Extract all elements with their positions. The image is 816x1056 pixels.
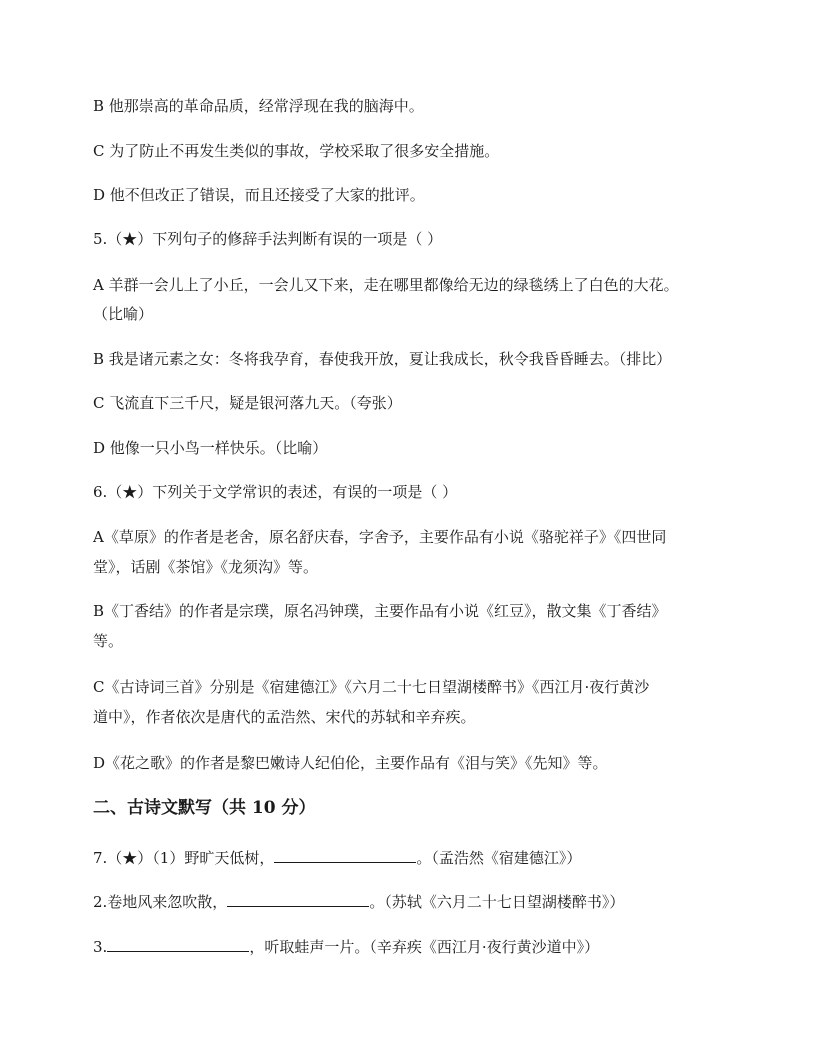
q7-item3-prefix: 3.	[93, 938, 108, 956]
q5-option-b: B 我是诸元素之女：冬将我孕育，春使我开放，夏让我成长，秋令我昏昏睡去。（排比）	[93, 350, 672, 368]
q7-item3-suffix: ，听取蛙声一片。（辛弃疾《西江月·夜行黄沙道中》）	[249, 938, 600, 956]
section-heading: 二、古诗文默写（共 10 分）	[93, 798, 316, 818]
q7-item3-answer-blank[interactable]	[107, 936, 249, 952]
q7-item1-prefix: 7.（★）（1）野旷天低树，	[93, 849, 275, 867]
q5-option-c: C 飞流直下三千尺，疑是银河落九天。（夸张）	[93, 394, 402, 412]
q7-item1-answer-blank[interactable]	[274, 847, 416, 863]
q4-option-c: C 为了防止不再发生类似的事故，学校采取了很多安全措施。	[93, 142, 500, 160]
q6-option-a-line1: A《草原》的作者是老舍，原名舒庆春，字舍予，主要作品有小说《骆驼祥子》《四世同	[93, 528, 667, 546]
q7-item2-prefix: 2.卷地风来忽吹散，	[93, 893, 228, 911]
q7-item1	[93, 847, 581, 868]
q7-item3	[93, 936, 599, 957]
q6-option-b-line2: 等。	[93, 632, 124, 650]
q6-stem: 6.（★）下列关于文学常识的表述，有误的一项是（ ）	[93, 483, 458, 501]
q5-stem: 5.（★）下列句子的修辞手法判断有误的一项是（ ）	[93, 230, 443, 248]
q6-option-a-line2: 堂》，话剧《茶馆》《龙须沟》等。	[93, 558, 319, 576]
q4-option-d: D 他不但改正了错误，而且还接受了大家的批评。	[93, 186, 425, 204]
q6-option-d: D《花之歌》的作者是黎巴嫩诗人纪伯伦，主要作品有《泪与笑》《先知》等。	[93, 754, 608, 772]
q7-item2	[93, 891, 624, 912]
q7-item1-suffix: 。（孟浩然《宿建德江》）	[416, 849, 582, 867]
q6-option-b-line1: B《丁香结》的作者是宗璞，原名冯钟璞，主要作品有小说《红豆》，散文集《丁香结》	[93, 602, 667, 620]
q6-option-c-line1: C《古诗词三首》分别是《宿建德江》《六月二十七日望湖楼醉书》《西江月·夜行黄沙	[93, 678, 650, 696]
q6-option-c-line2: 道中》，作者依次是唐代的孟浩然、宋代的苏轼和辛弃疾。	[93, 708, 476, 726]
q7-item2-suffix: 。（苏轼《六月二十七日望湖楼醉书》）	[369, 893, 625, 911]
q5-option-a-line1: A 羊群一会儿上了小丘，一会儿又下来，走在哪里都像给无边的绿毯绣上了白色的大花。	[93, 276, 679, 294]
q4-option-b: B 他那崇高的革命品质，经常浮现在我的脑海中。	[93, 97, 424, 115]
q5-option-d: D 他像一只小鸟一样快乐。（比喻）	[93, 439, 328, 457]
q7-item2-answer-blank[interactable]	[227, 891, 369, 907]
q5-option-a-line2: （比喻）	[93, 305, 154, 323]
